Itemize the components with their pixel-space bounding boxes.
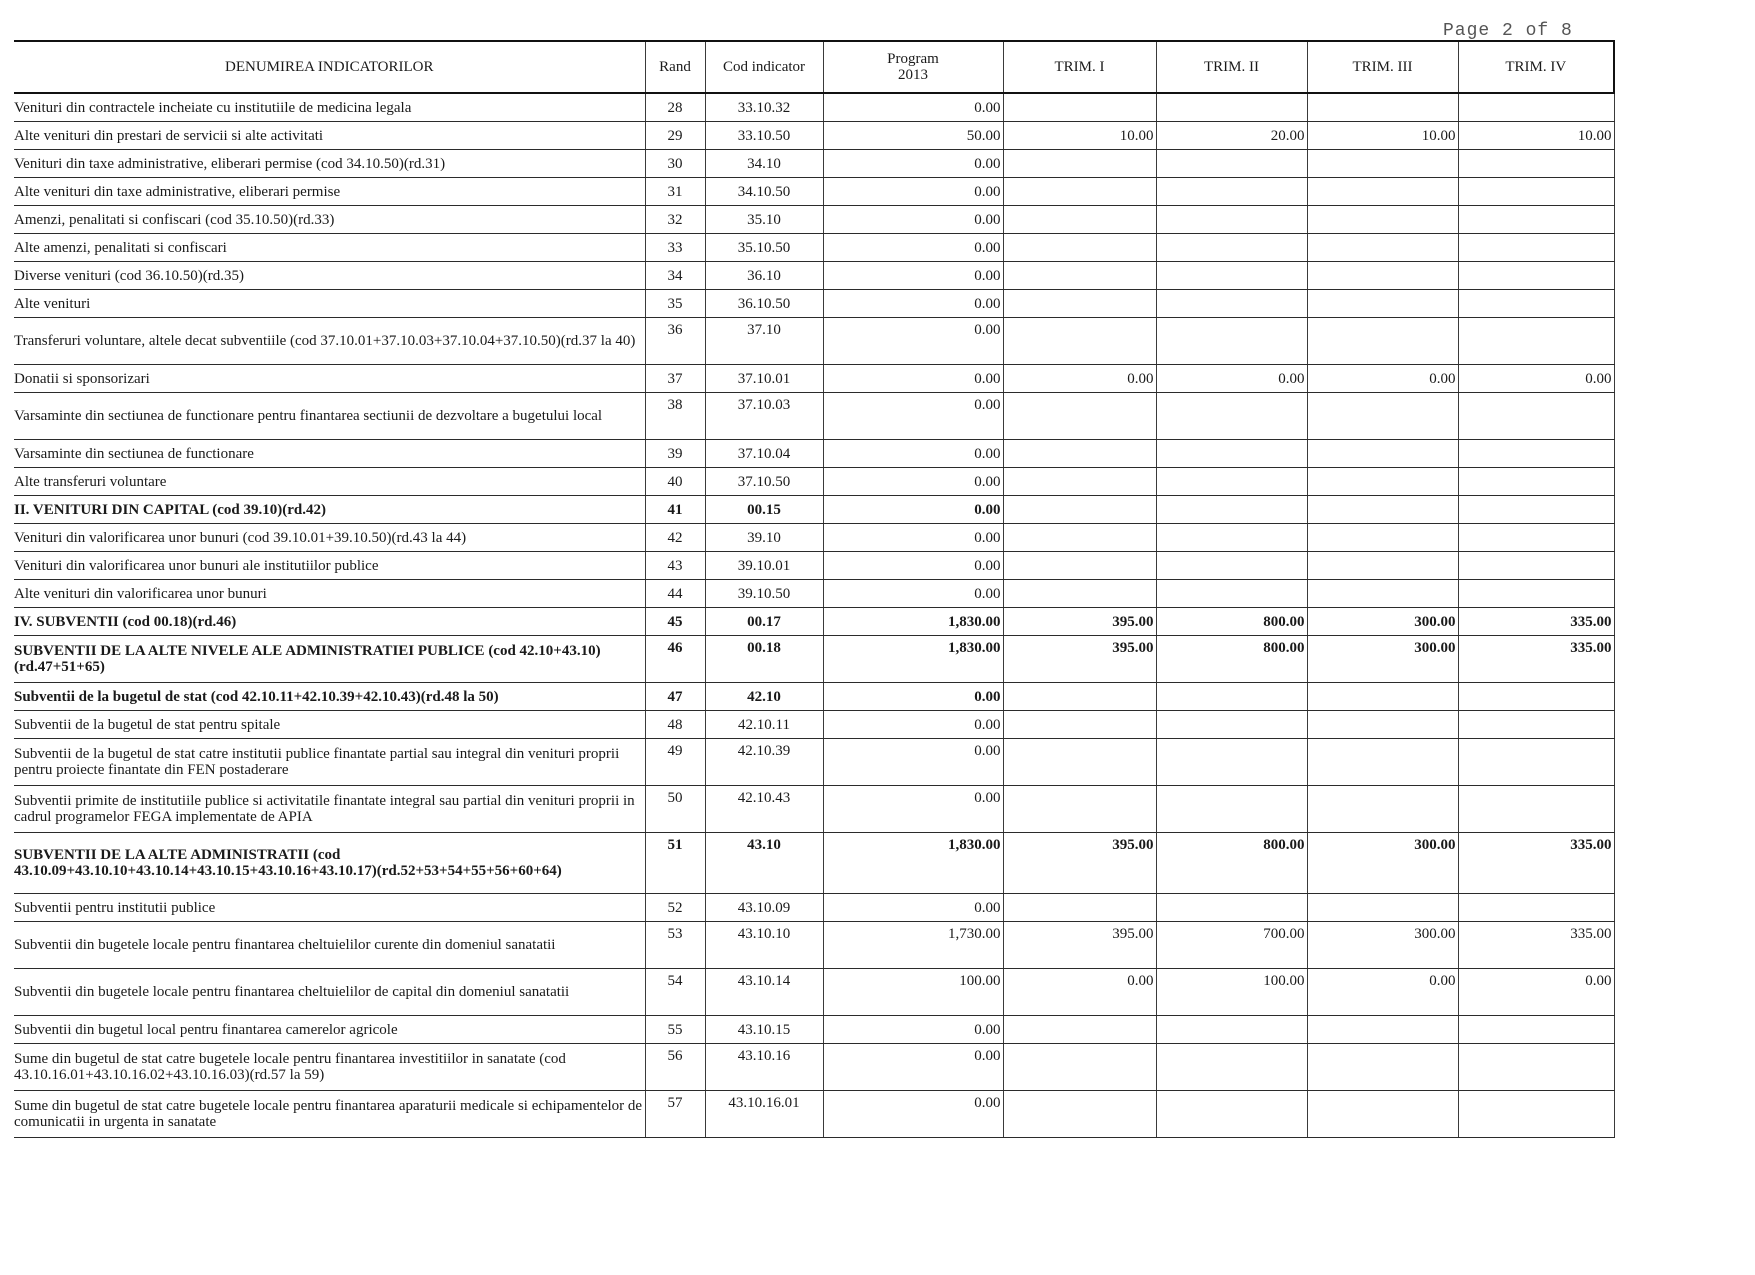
cell-program: 1,830.00 [823,833,1003,894]
cell-denumire: IV. SUBVENTII (cod 00.18)(rd.46) [14,608,645,636]
cell-cod: 36.10 [705,262,823,290]
page-number-label: Page 2 of 8 [1443,21,1573,41]
cell-program: 0.00 [823,524,1003,552]
cell-denumire: Venituri din valorificarea unor bunuri ale institutiilor publice [14,552,645,580]
cell-denumire: Subventii din bugetul local pentru finantarea camerelor agricole [14,1016,645,1044]
cell-trim4: 10.00 [1458,122,1614,150]
header-trim2: TRIM. II [1156,41,1307,93]
cell-cod: 42.10.39 [705,739,823,786]
cell-trim4 [1458,711,1614,739]
cell-trim2 [1156,1091,1307,1138]
budget-indicators-table [14,40,1615,1138]
cell-trim4: 335.00 [1458,922,1614,969]
cell-rand: 33 [645,234,705,262]
cell-trim2: 20.00 [1156,122,1307,150]
cell-rand: 28 [645,93,705,122]
cell-rand: 38 [645,393,705,440]
cell-rand: 40 [645,468,705,496]
header-program [823,41,1003,93]
cell-rand: 56 [645,1044,705,1091]
cell-trim2 [1156,234,1307,262]
cell-program: 0.00 [823,1044,1003,1091]
cell-trim4: 0.00 [1458,365,1614,393]
cell-trim4 [1458,496,1614,524]
cell-rand: 57 [645,1091,705,1138]
cell-program: 0.00 [823,178,1003,206]
cell-denumire: Subventii din bugetele locale pentru finantarea cheltuielilor de capital din domeniul sanatatii [14,969,645,1016]
table-row [14,833,1614,894]
header-trim4: TRIM. IV [1458,41,1614,93]
cell-trim3 [1307,1044,1458,1091]
cell-program: 0.00 [823,234,1003,262]
cell-denumire: Alte venituri din taxe administrative, eliberari permise [14,178,645,206]
cell-trim1 [1003,93,1156,122]
cell-trim2: 0.00 [1156,365,1307,393]
cell-trim3 [1307,1091,1458,1138]
cell-denumire: Venituri din contractele incheiate cu institutiile de medicina legala [14,93,645,122]
cell-trim4 [1458,290,1614,318]
header-program-line2: 2013 [898,67,928,83]
cell-trim3 [1307,290,1458,318]
cell-program: 0.00 [823,206,1003,234]
cell-denumire: Venituri din valorificarea unor bunuri (cod 39.10.01+39.10.50)(rd.43 la 44) [14,524,645,552]
cell-program: 0.00 [823,786,1003,833]
cell-trim3 [1307,1016,1458,1044]
table-row [14,1044,1614,1091]
cell-trim4 [1458,683,1614,711]
cell-trim2 [1156,93,1307,122]
cell-cod: 43.10.15 [705,1016,823,1044]
cell-trim1 [1003,440,1156,468]
table-row [14,552,1614,580]
cell-trim3 [1307,580,1458,608]
cell-cod: 35.10.50 [705,234,823,262]
cell-trim3 [1307,440,1458,468]
cell-rand: 42 [645,524,705,552]
cell-denumire: Subventii din bugetele locale pentru finantarea cheltuielilor curente din domeniul sanatatii [14,922,645,969]
cell-trim1 [1003,786,1156,833]
cell-rand: 35 [645,290,705,318]
cell-program: 0.00 [823,1091,1003,1138]
cell-trim3: 300.00 [1307,833,1458,894]
cell-trim1 [1003,178,1156,206]
cell-denumire: Alte venituri din prestari de servicii si alte activitati [14,122,645,150]
cell-denumire: SUBVENTII DE LA ALTE NIVELE ALE ADMINISTRATIEI PUBLICE (cod 42.10+43.10)(rd.47+51+65) [14,636,645,683]
cell-denumire: Diverse venituri (cod 36.10.50)(rd.35) [14,262,645,290]
cell-denumire: Subventii pentru institutii publice [14,894,645,922]
cell-trim3 [1307,150,1458,178]
cell-trim3 [1307,468,1458,496]
header-trim3: TRIM. III [1307,41,1458,93]
cell-rand: 41 [645,496,705,524]
cell-trim1 [1003,552,1156,580]
table-row [14,580,1614,608]
cell-trim4 [1458,786,1614,833]
cell-rand: 45 [645,608,705,636]
table-header-row [14,41,1614,93]
cell-trim4 [1458,178,1614,206]
cell-program: 0.00 [823,552,1003,580]
cell-cod: 34.10 [705,150,823,178]
cell-trim4 [1458,468,1614,496]
header-rand: Rand [645,41,705,93]
cell-trim1 [1003,711,1156,739]
cell-trim4 [1458,234,1614,262]
cell-trim2: 800.00 [1156,636,1307,683]
cell-denumire: Subventii de la bugetul de stat catre institutii publice finantate partial sau integral din venituri proprii pentru proiecte finantate din FEN postaderare [14,739,645,786]
cell-trim3: 10.00 [1307,122,1458,150]
cell-denumire: Sume din bugetul de stat catre bugetele locale pentru finantarea investitiilor in sanatate (cod 43.10.16.01+43.10.16.02+43.10.16.03)(rd.57 la 59) [14,1044,645,1091]
cell-cod: 37.10.50 [705,468,823,496]
cell-trim3 [1307,262,1458,290]
cell-trim1 [1003,1091,1156,1138]
cell-trim2 [1156,683,1307,711]
cell-program: 0.00 [823,711,1003,739]
cell-trim1 [1003,683,1156,711]
cell-denumire: Alte venituri din valorificarea unor bunuri [14,580,645,608]
cell-program: 0.00 [823,739,1003,786]
cell-trim4 [1458,894,1614,922]
cell-trim2 [1156,711,1307,739]
cell-trim2 [1156,468,1307,496]
header-denumire: DENUMIREA INDICATORILOR [14,41,645,93]
cell-trim4 [1458,552,1614,580]
cell-trim3: 300.00 [1307,608,1458,636]
cell-program: 0.00 [823,93,1003,122]
table-row [14,969,1614,1016]
cell-rand: 47 [645,683,705,711]
header-program-line1: Program [887,51,939,67]
cell-trim4: 335.00 [1458,608,1614,636]
cell-trim4 [1458,739,1614,786]
cell-program: 1,730.00 [823,922,1003,969]
cell-trim4 [1458,262,1614,290]
table-row [14,234,1614,262]
table-row [14,683,1614,711]
cell-trim2 [1156,440,1307,468]
cell-rand: 48 [645,711,705,739]
cell-rand: 50 [645,786,705,833]
cell-trim3 [1307,683,1458,711]
cell-trim3: 300.00 [1307,922,1458,969]
cell-trim4 [1458,440,1614,468]
cell-trim4: 0.00 [1458,969,1614,1016]
cell-denumire: Alte venituri [14,290,645,318]
cell-cod: 33.10.50 [705,122,823,150]
cell-cod: 39.10.01 [705,552,823,580]
table-row [14,150,1614,178]
cell-denumire: Subventii de la bugetul de stat pentru spitale [14,711,645,739]
cell-cod: 43.10.16.01 [705,1091,823,1138]
cell-trim1 [1003,206,1156,234]
table-row [14,468,1614,496]
cell-trim4 [1458,524,1614,552]
cell-rand: 49 [645,739,705,786]
cell-cod: 35.10 [705,206,823,234]
table-row [14,178,1614,206]
cell-cod: 43.10.16 [705,1044,823,1091]
cell-trim4 [1458,93,1614,122]
cell-program: 0.00 [823,150,1003,178]
cell-rand: 29 [645,122,705,150]
table-row [14,711,1614,739]
table-row [14,206,1614,234]
cell-trim2 [1156,496,1307,524]
cell-cod: 36.10.50 [705,290,823,318]
table-row [14,93,1614,122]
table-row [14,393,1614,440]
cell-trim2 [1156,580,1307,608]
cell-trim2 [1156,786,1307,833]
cell-rand: 52 [645,894,705,922]
cell-rand: 34 [645,262,705,290]
cell-trim4 [1458,1091,1614,1138]
table-row [14,1016,1614,1044]
cell-trim4 [1458,1044,1614,1091]
cell-program: 1,830.00 [823,608,1003,636]
cell-trim3 [1307,178,1458,206]
cell-denumire: Venituri din taxe administrative, eliberari permise (cod 34.10.50)(rd.31) [14,150,645,178]
cell-trim1: 0.00 [1003,365,1156,393]
cell-program: 0.00 [823,683,1003,711]
cell-cod: 34.10.50 [705,178,823,206]
cell-trim2 [1156,178,1307,206]
cell-denumire: Amenzi, penalitati si confiscari (cod 35.10.50)(rd.33) [14,206,645,234]
cell-rand: 32 [645,206,705,234]
cell-trim4 [1458,206,1614,234]
cell-trim1 [1003,290,1156,318]
cell-program: 50.00 [823,122,1003,150]
cell-trim4 [1458,318,1614,365]
cell-cod: 37.10.04 [705,440,823,468]
cell-rand: 36 [645,318,705,365]
cell-denumire: Subventii de la bugetul de stat (cod 42.10.11+42.10.39+42.10.43)(rd.48 la 50) [14,683,645,711]
cell-trim1 [1003,468,1156,496]
table-row [14,1091,1614,1138]
cell-trim2 [1156,524,1307,552]
cell-trim1 [1003,393,1156,440]
cell-trim2 [1156,150,1307,178]
cell-cod: 00.18 [705,636,823,683]
cell-cod: 39.10.50 [705,580,823,608]
table-row [14,318,1614,365]
table-row [14,122,1614,150]
cell-trim1 [1003,262,1156,290]
cell-cod: 42.10.11 [705,711,823,739]
cell-program: 0.00 [823,496,1003,524]
cell-rand: 51 [645,833,705,894]
cell-program: 0.00 [823,440,1003,468]
cell-rand: 46 [645,636,705,683]
cell-rand: 43 [645,552,705,580]
cell-denumire: Donatii si sponsorizari [14,365,645,393]
cell-trim1: 0.00 [1003,969,1156,1016]
cell-trim3 [1307,206,1458,234]
cell-trim2 [1156,894,1307,922]
cell-trim1 [1003,580,1156,608]
cell-denumire: Alte amenzi, penalitati si confiscari [14,234,645,262]
cell-trim2: 700.00 [1156,922,1307,969]
header-cod-indicator: Cod indicator [705,41,823,93]
cell-trim3 [1307,786,1458,833]
cell-trim2 [1156,393,1307,440]
table-row [14,786,1614,833]
cell-trim4: 335.00 [1458,636,1614,683]
cell-trim2 [1156,318,1307,365]
cell-trim1: 395.00 [1003,636,1156,683]
cell-trim4 [1458,393,1614,440]
table-row [14,739,1614,786]
cell-cod: 43.10 [705,833,823,894]
cell-trim1: 10.00 [1003,122,1156,150]
cell-rand: 37 [645,365,705,393]
cell-trim3 [1307,739,1458,786]
table-row [14,608,1614,636]
table-row [14,496,1614,524]
cell-trim2 [1156,290,1307,318]
table-row [14,524,1614,552]
cell-cod: 39.10 [705,524,823,552]
cell-trim3 [1307,524,1458,552]
cell-cod: 43.10.09 [705,894,823,922]
cell-trim1: 395.00 [1003,608,1156,636]
cell-trim2: 800.00 [1156,608,1307,636]
cell-trim3 [1307,552,1458,580]
cell-rand: 54 [645,969,705,1016]
cell-trim4: 335.00 [1458,833,1614,894]
cell-trim1 [1003,496,1156,524]
cell-trim1: 395.00 [1003,833,1156,894]
cell-cod: 00.17 [705,608,823,636]
cell-trim1 [1003,318,1156,365]
cell-denumire: II. VENITURI DIN CAPITAL (cod 39.10)(rd.42) [14,496,645,524]
cell-denumire: Alte transferuri voluntare [14,468,645,496]
cell-trim2 [1156,1016,1307,1044]
cell-denumire: Subventii primite de institutiile publice si activitatile finantate integral sau partial din venituri proprii in cadrul programelor FEGA implementate de APIA [14,786,645,833]
cell-trim2 [1156,206,1307,234]
cell-trim3: 0.00 [1307,365,1458,393]
cell-trim2: 100.00 [1156,969,1307,1016]
cell-trim3: 0.00 [1307,969,1458,1016]
cell-cod: 37.10.01 [705,365,823,393]
cell-cod: 37.10.03 [705,393,823,440]
cell-cod: 43.10.10 [705,922,823,969]
cell-program: 0.00 [823,894,1003,922]
cell-program: 0.00 [823,262,1003,290]
table-row [14,365,1614,393]
cell-trim1 [1003,234,1156,262]
cell-trim2 [1156,552,1307,580]
cell-program: 0.00 [823,318,1003,365]
cell-denumire: Varsaminte din sectiunea de functionare [14,440,645,468]
cell-cod: 33.10.32 [705,93,823,122]
cell-trim2 [1156,262,1307,290]
cell-rand: 53 [645,922,705,969]
cell-trim3 [1307,93,1458,122]
cell-cod: 42.10 [705,683,823,711]
table-row [14,922,1614,969]
cell-program: 0.00 [823,290,1003,318]
cell-rand: 30 [645,150,705,178]
cell-cod: 00.15 [705,496,823,524]
cell-trim3 [1307,234,1458,262]
cell-rand: 31 [645,178,705,206]
cell-trim1 [1003,150,1156,178]
cell-trim1: 395.00 [1003,922,1156,969]
cell-cod: 42.10.43 [705,786,823,833]
cell-rand: 55 [645,1016,705,1044]
table-row [14,440,1614,468]
cell-program: 0.00 [823,365,1003,393]
cell-trim2 [1156,739,1307,786]
cell-trim2: 800.00 [1156,833,1307,894]
cell-trim4 [1458,1016,1614,1044]
cell-program: 0.00 [823,1016,1003,1044]
cell-trim3 [1307,318,1458,365]
cell-program: 100.00 [823,969,1003,1016]
cell-trim1 [1003,894,1156,922]
table-row [14,262,1614,290]
cell-trim1 [1003,524,1156,552]
cell-trim3 [1307,496,1458,524]
cell-trim3 [1307,711,1458,739]
cell-denumire: SUBVENTII DE LA ALTE ADMINISTRATII (cod 43.10.09+43.10.10+43.10.14+43.10.15+43.10.16+43.10.17)(rd.52+53+54+55+56+60+64) [14,833,645,894]
cell-trim3 [1307,894,1458,922]
table-row [14,894,1614,922]
cell-program: 0.00 [823,580,1003,608]
cell-trim1 [1003,739,1156,786]
cell-denumire: Varsaminte din sectiunea de functionare pentru finantarea sectiunii de dezvoltare a bugetului local [14,393,645,440]
cell-program: 1,830.00 [823,636,1003,683]
cell-trim2 [1156,1044,1307,1091]
cell-program: 0.00 [823,393,1003,440]
cell-trim3: 300.00 [1307,636,1458,683]
cell-trim1 [1003,1016,1156,1044]
cell-trim1 [1003,1044,1156,1091]
cell-trim4 [1458,150,1614,178]
header-trim1: TRIM. I [1003,41,1156,93]
cell-denumire: Transferuri voluntare, altele decat subventiile (cod 37.10.01+37.10.03+37.10.04+37.10.50)(rd.37 la 40) [14,318,645,365]
cell-rand: 39 [645,440,705,468]
cell-trim4 [1458,580,1614,608]
table-row [14,290,1614,318]
cell-cod: 43.10.14 [705,969,823,1016]
table-row [14,636,1614,683]
cell-denumire: Sume din bugetul de stat catre bugetele locale pentru finantarea aparaturii medicale si echipamentelor de comunicatii in urgenta in sanatate [14,1091,645,1138]
cell-program: 0.00 [823,468,1003,496]
cell-trim3 [1307,393,1458,440]
cell-rand: 44 [645,580,705,608]
cell-cod: 37.10 [705,318,823,365]
